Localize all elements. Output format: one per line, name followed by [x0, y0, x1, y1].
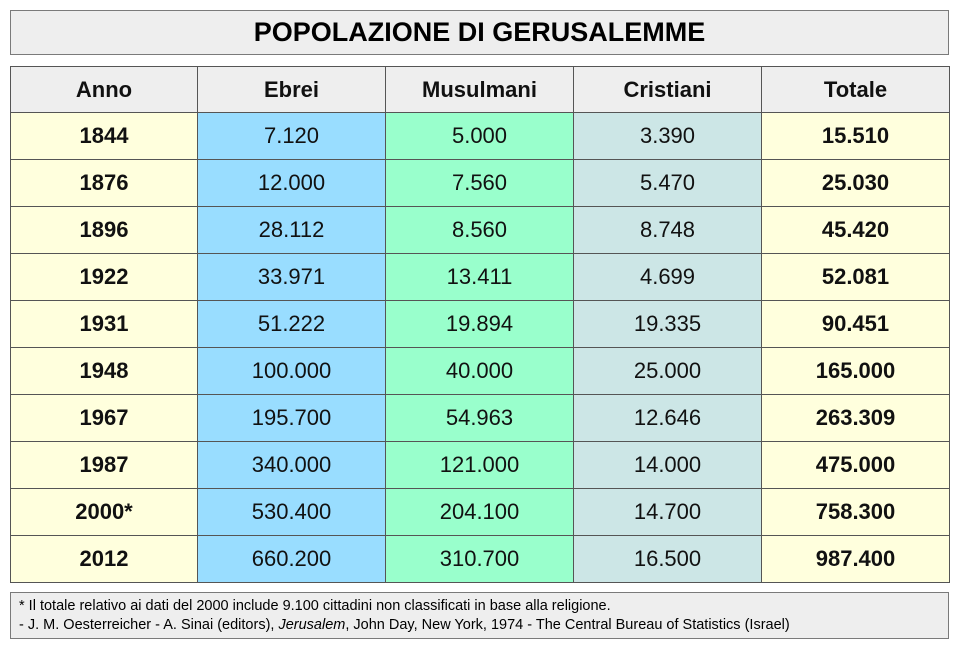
table-row: [11, 301, 950, 348]
table-row: [11, 254, 950, 301]
cell-anno: 1896: [11, 207, 198, 254]
table-row: [11, 207, 950, 254]
cell-cristiani: 14.000: [574, 442, 762, 489]
cell-totale: 475.000: [762, 442, 950, 489]
cell-ebrei: 51.222: [198, 301, 386, 348]
header-cristiani: Cristiani: [574, 67, 762, 113]
cell-musulmani: 310.700: [386, 536, 574, 583]
cell-anno: 1876: [11, 160, 198, 207]
cell-musulmani: 204.100: [386, 489, 574, 536]
cell-cristiani: 16.500: [574, 536, 762, 583]
source-prefix: - J. M. Oesterreicher - A. Sinai (editors),: [19, 617, 279, 633]
cell-musulmani: 13.411: [386, 254, 574, 301]
cell-musulmani: 5.000: [386, 113, 574, 160]
cell-cristiani: 3.390: [574, 113, 762, 160]
cell-ebrei: 7.120: [198, 113, 386, 160]
header-ebrei: Ebrei: [198, 67, 386, 113]
cell-totale: 758.300: [762, 489, 950, 536]
cell-totale: 15.510: [762, 113, 950, 160]
header-anno: Anno: [11, 67, 198, 113]
cell-ebrei: 12.000: [198, 160, 386, 207]
footnote: * Il totale relativo ai dati del 2000 include 9.100 cittadini non classificati in base alla religione.: [19, 598, 611, 614]
cell-anno: 1987: [11, 442, 198, 489]
table-row: [11, 160, 950, 207]
cell-totale: 45.420: [762, 207, 950, 254]
cell-ebrei: 340.000: [198, 442, 386, 489]
cell-musulmani: 40.000: [386, 348, 574, 395]
source-citation: [19, 616, 940, 635]
cell-musulmani: 19.894: [386, 301, 574, 348]
cell-cristiani: 25.000: [574, 348, 762, 395]
cell-ebrei: 100.000: [198, 348, 386, 395]
cell-totale: 987.400: [762, 536, 950, 583]
cell-totale: 165.000: [762, 348, 950, 395]
cell-cristiani: 5.470: [574, 160, 762, 207]
cell-anno: 1948: [11, 348, 198, 395]
cell-cristiani: 19.335: [574, 301, 762, 348]
cell-ebrei: 660.200: [198, 536, 386, 583]
cell-totale: 263.309: [762, 395, 950, 442]
table-row: [11, 536, 950, 583]
cell-musulmani: 121.000: [386, 442, 574, 489]
cell-musulmani: 8.560: [386, 207, 574, 254]
cell-totale: 25.030: [762, 160, 950, 207]
population-table: [10, 66, 950, 583]
cell-totale: 52.081: [762, 254, 950, 301]
cell-ebrei: 530.400: [198, 489, 386, 536]
cell-anno: 1967: [11, 395, 198, 442]
cell-anno: 2012: [11, 536, 198, 583]
cell-ebrei: 195.700: [198, 395, 386, 442]
header-musulmani: Musulmani: [386, 67, 574, 113]
cell-anno: 1844: [11, 113, 198, 160]
header-totale: Totale: [762, 67, 950, 113]
table-row: [11, 489, 950, 536]
page-title: POPOLAZIONE DI GERUSALEMME: [10, 10, 949, 55]
notes-box: [10, 592, 949, 639]
table-row: [11, 348, 950, 395]
header-row: [11, 67, 950, 113]
cell-ebrei: 33.971: [198, 254, 386, 301]
cell-musulmani: 7.560: [386, 160, 574, 207]
cell-ebrei: 28.112: [198, 207, 386, 254]
cell-musulmani: 54.963: [386, 395, 574, 442]
table-row: [11, 442, 950, 489]
cell-totale: 90.451: [762, 301, 950, 348]
cell-anno: 1931: [11, 301, 198, 348]
cell-cristiani: 4.699: [574, 254, 762, 301]
cell-anno: 1922: [11, 254, 198, 301]
cell-cristiani: 8.748: [574, 207, 762, 254]
source-title: Jerusalem: [278, 617, 346, 633]
cell-cristiani: 14.700: [574, 489, 762, 536]
source-suffix: , John Day, New York, 1974 - The Central Bureau of Statistics (Israel): [345, 617, 790, 633]
cell-cristiani: 12.646: [574, 395, 762, 442]
table-row: [11, 395, 950, 442]
cell-anno: 2000*: [11, 489, 198, 536]
table-row: [11, 113, 950, 160]
